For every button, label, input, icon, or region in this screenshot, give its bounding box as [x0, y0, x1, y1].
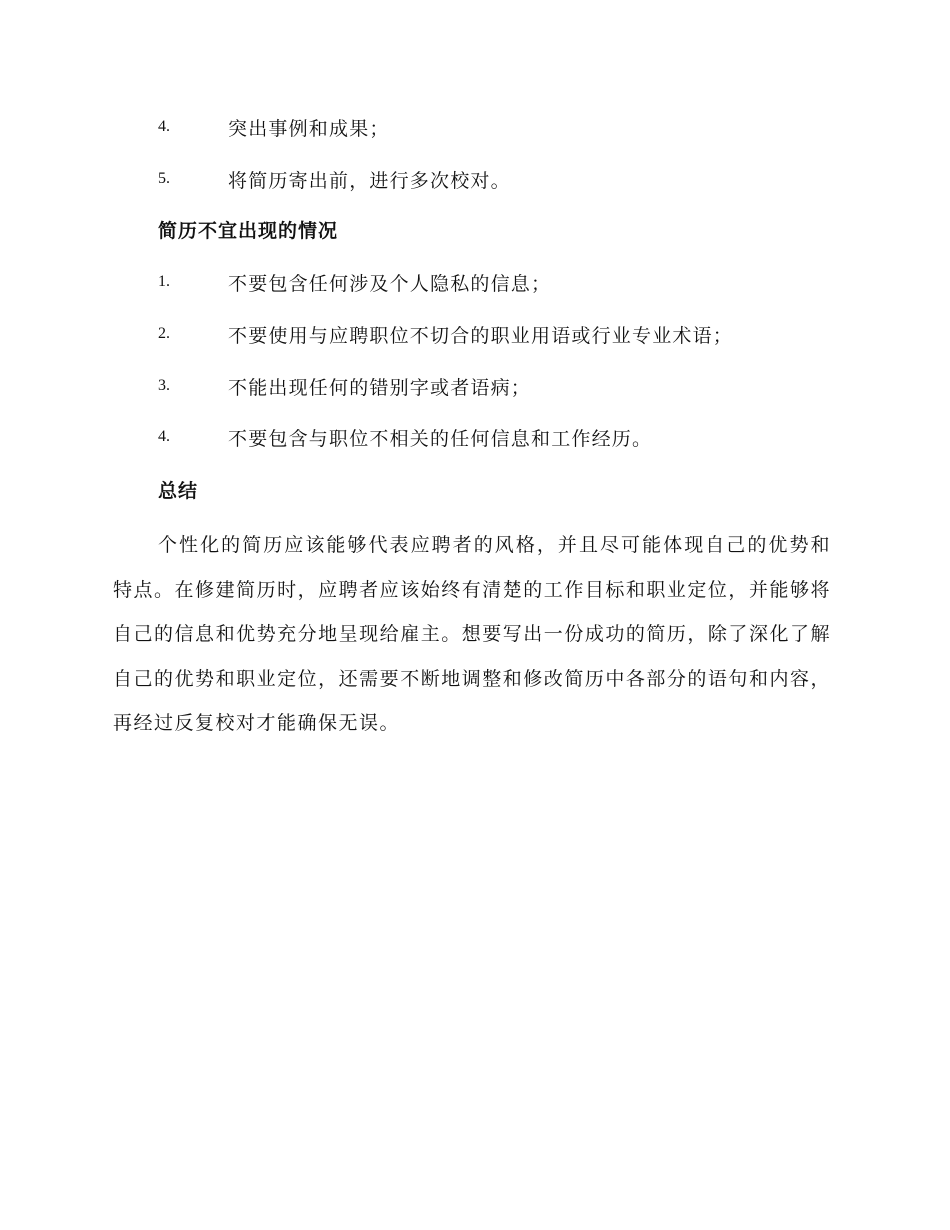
list-item	[158, 320, 838, 348]
list-number: 5.	[158, 170, 170, 187]
list-item	[158, 165, 838, 193]
summary-paragraph: 个性化的简历应该能够代表应聘者的风格，并且尽可能体现自己的优势和特点。在修建简历时，应聘者应该始终有清楚的工作目标和职业定位，并能够将自己的信息和优势充分地呈现给雇主。想要写出一份成功的简历，除了深化了解自己的优势和职业定位，还需要不断地调整和修改简历中各部分的语句和内容，再经过反复校对才能确保无误。	[113, 534, 831, 734]
list-text: 不要包含任何涉及个人隐私的信息；	[228, 272, 552, 295]
list-text: 不要使用与应聘职位不切合的职业用语或行业专业术语；	[228, 324, 734, 347]
list-number: 3.	[158, 377, 170, 394]
list-item	[158, 372, 838, 400]
section-heading-summary: 总结	[158, 480, 199, 502]
list-number: 2.	[158, 325, 170, 342]
list-text: 不能出现任何的错别字或者语病；	[228, 376, 532, 399]
list-item	[158, 268, 838, 296]
list-text: 不要包含与职位不相关的任何信息和工作经历。	[228, 427, 653, 450]
section-heading-avoid: 简历不宜出现的情况	[158, 220, 339, 242]
list-text: 将简历寄出前，进行多次校对。	[228, 169, 511, 192]
list-number: 4.	[158, 118, 170, 135]
list-number: 1.	[158, 273, 170, 290]
list-text: 突出事例和成果；	[228, 117, 390, 140]
list-item	[158, 113, 838, 141]
list-number: 4.	[158, 428, 170, 445]
list-item	[158, 423, 838, 451]
